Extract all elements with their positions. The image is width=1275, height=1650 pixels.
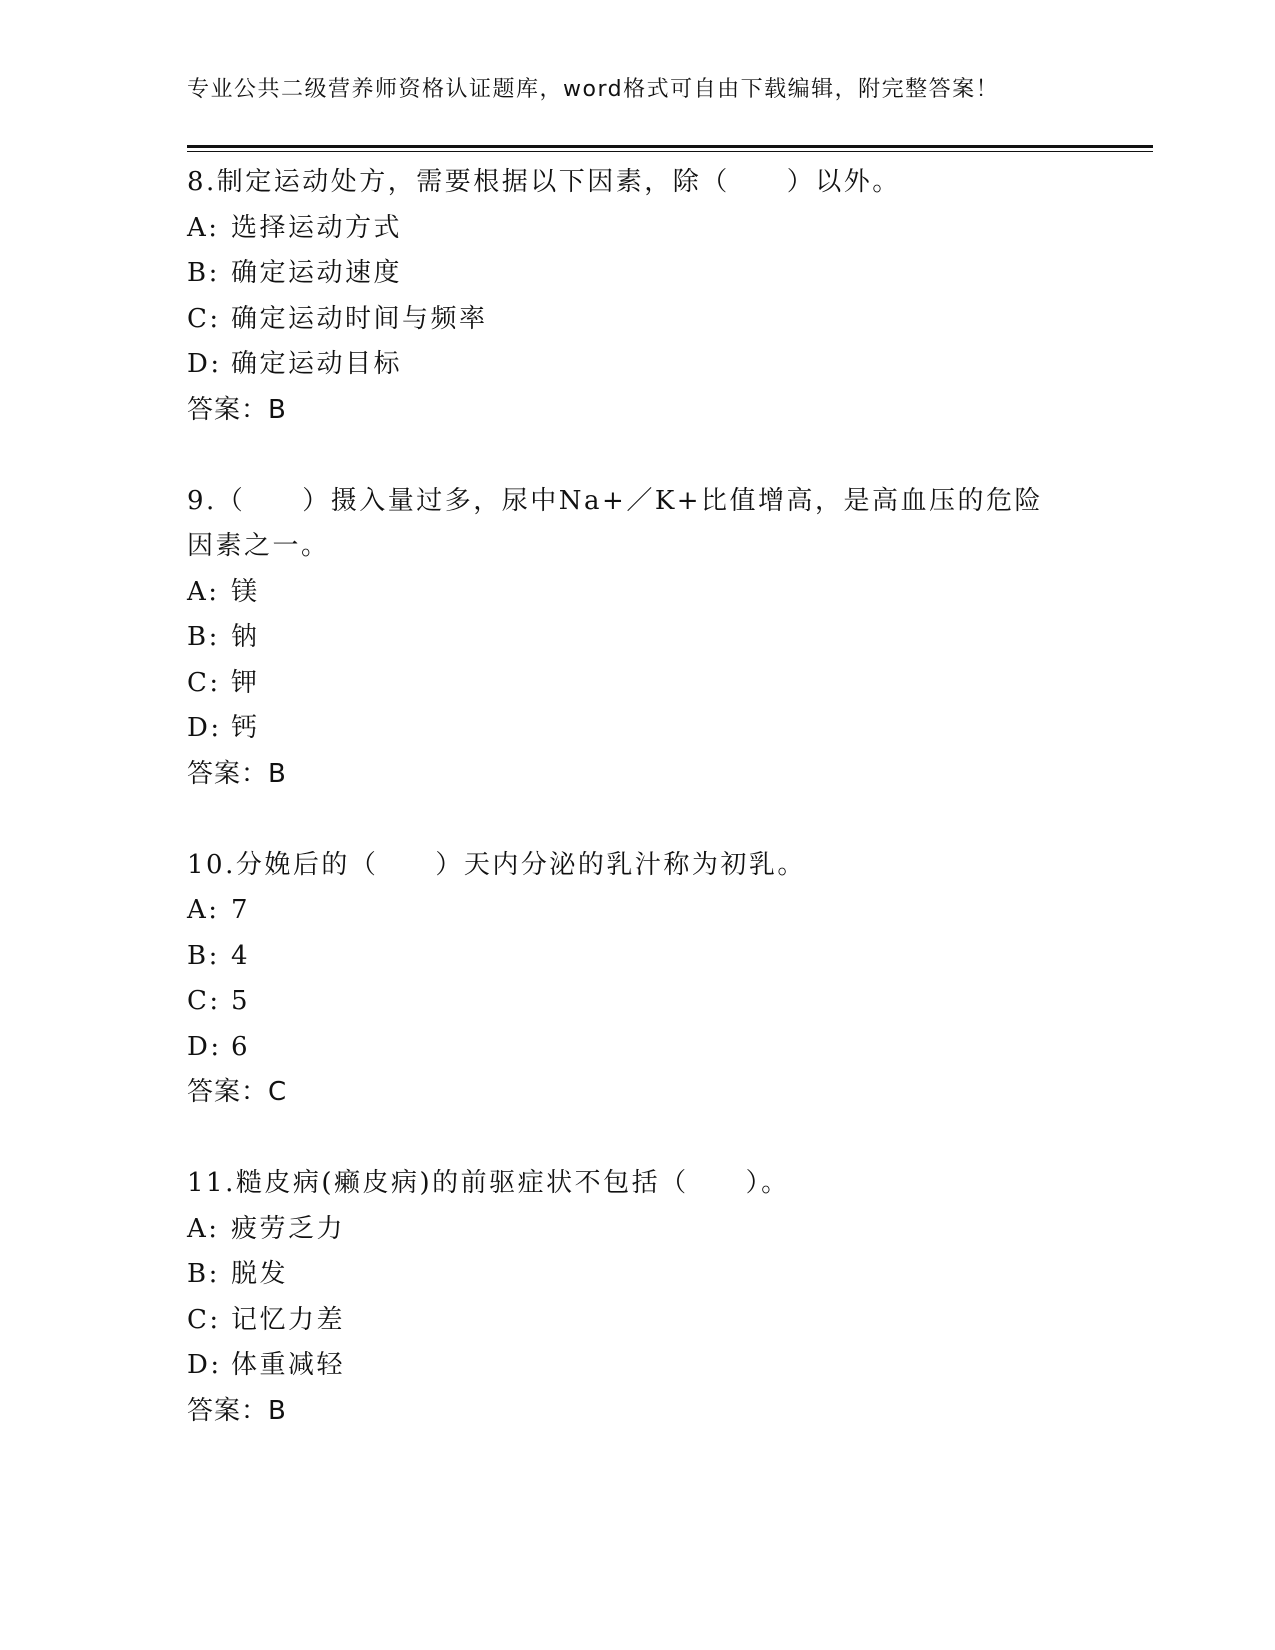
option-letter: C: [187, 986, 221, 1016]
option-text: 6 [231, 1031, 251, 1062]
option-text: 钾 [231, 667, 260, 698]
page-header: 专业公共二级营养师资格认证题库，word格式可自由下载编辑，附完整答案！ [187, 77, 1000, 102]
option-text: 选择运动方式 [231, 212, 403, 243]
option-d [187, 1343, 1087, 1389]
option-text: 记忆力差 [231, 1304, 346, 1335]
option-text: 确定运动目标 [231, 349, 403, 379]
option-letter: A: [187, 576, 220, 607]
option-text: 钙 [231, 713, 260, 743]
option-letter: A: [187, 212, 220, 243]
option-text: 4 [231, 940, 251, 971]
question-8 [187, 160, 1087, 433]
option-letter: C: [187, 667, 221, 698]
question-list [187, 160, 1087, 1434]
option-b [187, 615, 1087, 661]
option-letter: D: [187, 1031, 222, 1062]
option-text: 脱发 [231, 1259, 289, 1289]
option-a [187, 570, 1087, 616]
option-a [187, 1207, 1087, 1253]
question-gap [187, 797, 1087, 843]
option-a [187, 206, 1087, 252]
option-c [187, 297, 1087, 343]
answer-line: 答案：B [187, 394, 287, 425]
question-gap [187, 1116, 1087, 1162]
option-text: 镁 [231, 576, 260, 607]
question-10 [187, 843, 1087, 1116]
option-letter: A: [187, 1213, 220, 1244]
question-stem: 11.糙皮病(癞皮病)的前驱症状不包括（ ）。 [187, 1168, 790, 1198]
answer-line: 答案：B [187, 758, 287, 789]
answer-line: 答案：C [187, 1077, 288, 1107]
question-gap [187, 433, 1087, 479]
option-letter: B: [187, 1259, 220, 1289]
option-letter: B: [187, 258, 220, 288]
option-letter: D: [187, 713, 222, 743]
question-11 [187, 1161, 1087, 1434]
option-letter: D: [187, 1350, 222, 1380]
option-letter: C: [187, 303, 221, 334]
option-c [187, 661, 1087, 707]
option-text: 体重减轻 [231, 1350, 346, 1380]
option-text: 5 [231, 986, 251, 1016]
header-rule-thin [187, 151, 1153, 152]
option-text: 疲劳乏力 [231, 1213, 346, 1244]
option-d [187, 342, 1087, 388]
option-text: 确定运动时间与频率 [231, 303, 488, 334]
option-letter: C: [187, 1304, 221, 1335]
option-b [187, 1252, 1087, 1298]
option-letter: B: [187, 940, 220, 971]
option-d [187, 1025, 1087, 1071]
option-c [187, 1298, 1087, 1344]
question-stem: 9.（ ）摄入量过多，尿中Na+／K+比值增高，是高血压的危险因素之一。 [187, 485, 1044, 561]
question-stem: 8.制定运动处方，需要根据以下因素，除（ ）以外。 [187, 167, 901, 197]
option-letter: B: [187, 622, 220, 652]
option-a [187, 888, 1087, 934]
option-letter: D: [187, 349, 222, 379]
option-text: 7 [231, 895, 251, 925]
header-rule-thick [187, 145, 1153, 148]
option-b [187, 934, 1087, 980]
question-9 [187, 479, 1087, 798]
option-letter: A: [187, 895, 220, 925]
option-d [187, 706, 1087, 752]
option-b [187, 251, 1087, 297]
option-c [187, 979, 1087, 1025]
answer-line: 答案：B [187, 1395, 287, 1426]
option-text: 钠 [231, 622, 260, 652]
question-stem: 10.分娩后的（ ）天内分泌的乳汁称为初乳。 [187, 849, 806, 880]
option-text: 确定运动速度 [231, 258, 403, 288]
